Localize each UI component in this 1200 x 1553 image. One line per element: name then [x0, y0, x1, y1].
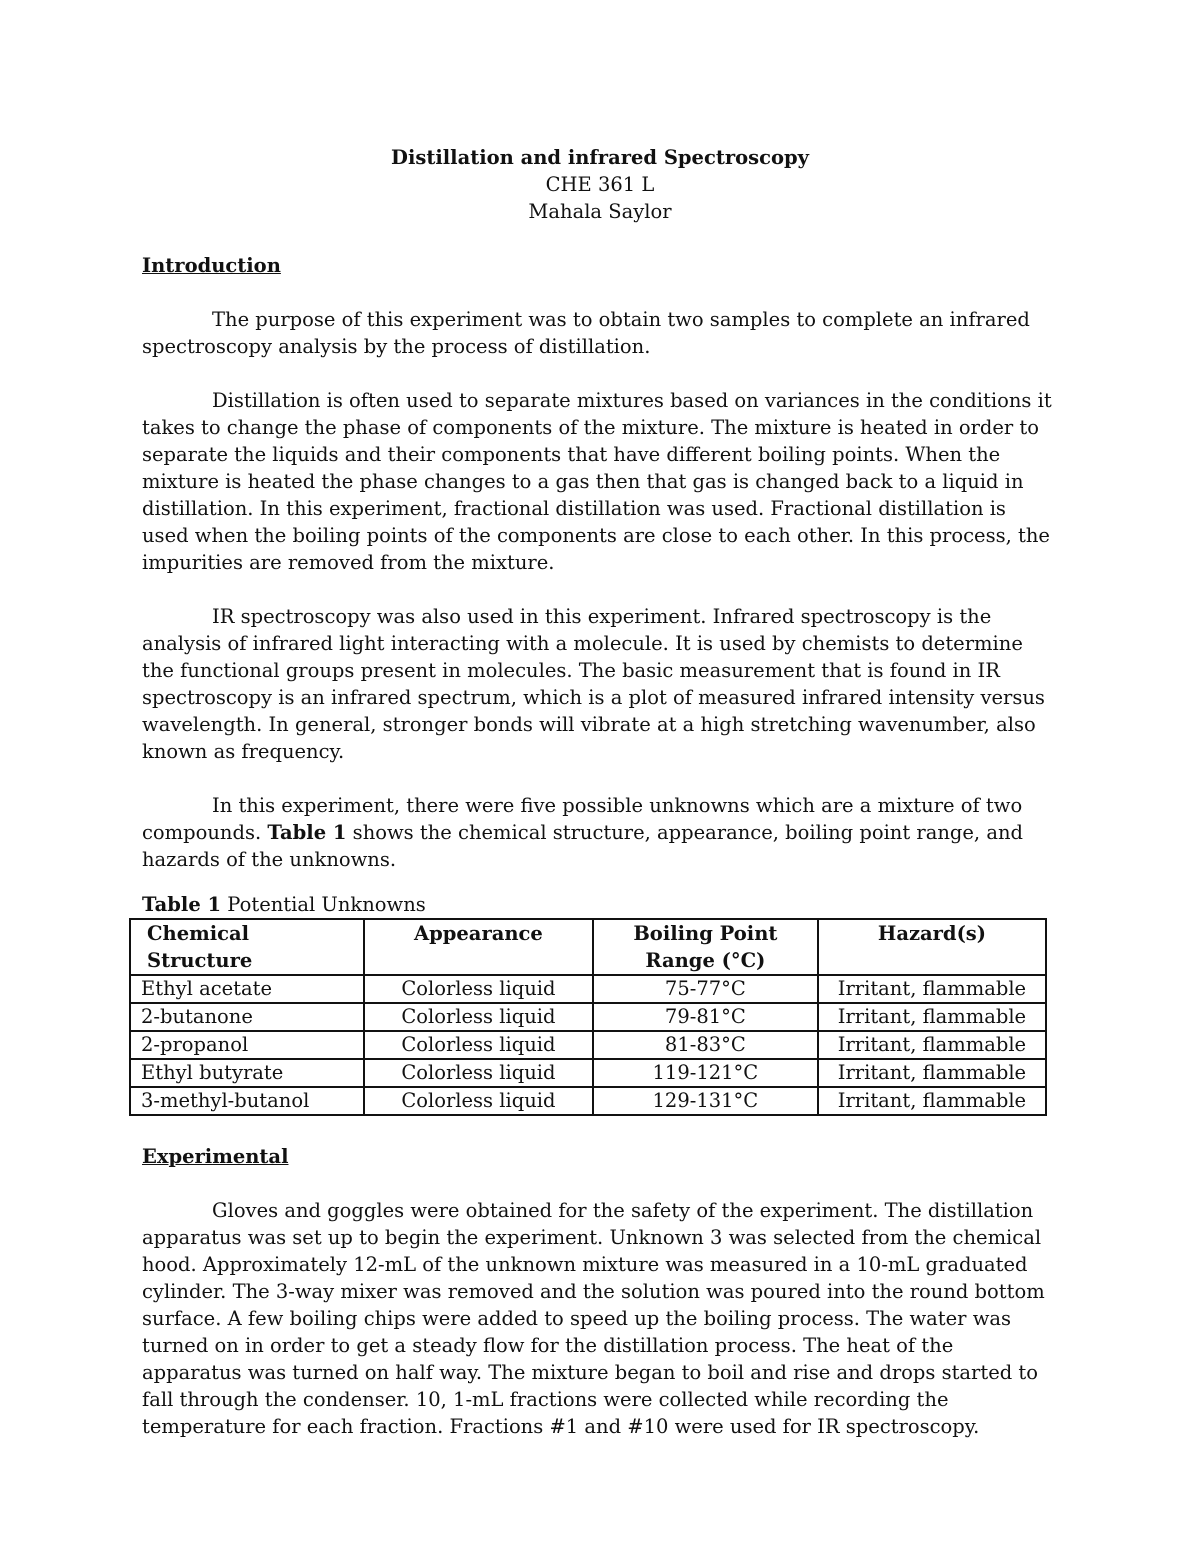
document-title: Distillation and infrared Spectroscopy	[391, 146, 809, 169]
intro-paragraph-4-after: shows the chemical structure, appearance, boiling point range, and hazards of the unknowns.	[142, 821, 1023, 871]
cell-chemical: 3-methyl-butanol	[130, 1087, 364, 1115]
experimental-heading: Experimental	[142, 1145, 289, 1168]
cell-appearance: Colorless liquid	[364, 1059, 593, 1087]
cell-boiling-point: 75-77°C	[593, 975, 818, 1003]
table-row	[130, 1087, 1046, 1115]
cell-hazards: Irritant, flammable	[818, 975, 1046, 1003]
intro-paragraph-2: Distillation is often used to separate mixtures based on variances in the conditions it takes to change the phase of components of the mixture. The mixture is heated in order to separate the liquids and their components that have different boiling points. When the mixture is heated the phase changes to a gas then that gas is changed back to a liquid in distillation. In this experiment, fractional distillation was used. Fractional distillation is used when the boiling points of the components are close to each other. In this process, the impurities are removed from the mixture.	[142, 389, 1052, 574]
cell-appearance: Colorless liquid	[364, 1003, 593, 1031]
cell-appearance: Colorless liquid	[364, 975, 593, 1003]
table-row	[130, 1003, 1046, 1031]
table-caption	[142, 891, 1058, 918]
cell-chemical: 2-propanol	[130, 1031, 364, 1059]
cell-boiling-point: 79-81°C	[593, 1003, 818, 1031]
intro-paragraph-3: IR spectroscopy was also used in this experiment. Infrared spectroscopy is the analysis of infrared light interacting with a molecule. It is used by chemists to determine the functional groups present in molecules. The basic measurement that is found in IR spectroscopy is an infrared spectrum, which is a plot of measured infrared intensity versus wavelength. In general, stronger bonds will vibrate at a high stretching wavenumber, also known as frequency.	[142, 605, 1045, 763]
cell-chemical: 2-butanone	[130, 1003, 364, 1031]
intro-paragraph-4-before: In this experiment, there were five possible unknowns which are a mixture of two compounds.	[142, 794, 1023, 844]
cell-hazards: Irritant, flammable	[818, 1003, 1046, 1031]
cell-hazards: Irritant, flammable	[818, 1059, 1046, 1087]
intro-paragraph-4	[142, 792, 1058, 873]
intro-paragraph-1: The purpose of this experiment was to obtain two samples to complete an infrared spectroscopy analysis by the process of distillation.	[142, 308, 1030, 358]
cell-chemical: Ethyl acetate	[130, 975, 364, 1003]
table-row	[130, 975, 1046, 1003]
experimental-paragraph: Gloves and goggles were obtained for the safety of the experiment. The distillation apparatus was set up to begin the experiment. Unknown 3 was selected from the chemical hood. Approximately 12-mL of the unknown mixture was measured in a 10-mL graduated cylinder. The 3-way mixer was removed and the solution was poured into the round bottom surface. A few boiling chips were added to speed up the boiling process. The water was turned on in order to get a steady flow for the distillation process. The heat of the apparatus was turned on half way. The mixture began to boil and rise and drops started to fall through the condenser. 10, 1-mL fractions were collected while recording the temperature for each fraction. Fractions #1 and #10 were used for IR spectroscopy.	[142, 1199, 1045, 1438]
author-name: Mahala Saylor	[528, 200, 672, 223]
header-chemical-structure: Chemical Structure	[130, 919, 364, 975]
course-code: CHE 361 L	[545, 173, 655, 196]
cell-appearance: Colorless liquid	[364, 1031, 593, 1059]
introduction-heading: Introduction	[142, 254, 281, 277]
header-boiling-point-range: Boiling Point Range (°C)	[593, 919, 818, 975]
potential-unknowns-table	[129, 918, 1047, 1116]
table-header-row	[130, 919, 1046, 975]
header-appearance: Appearance	[364, 919, 593, 975]
cell-boiling-point: 81-83°C	[593, 1031, 818, 1059]
cell-hazards: Irritant, flammable	[818, 1031, 1046, 1059]
table-row	[130, 1059, 1046, 1087]
table-caption-text: Potential Unknowns	[221, 893, 426, 916]
cell-boiling-point: 119-121°C	[593, 1059, 818, 1087]
cell-chemical: Ethyl butyrate	[130, 1059, 364, 1087]
header-hazards: Hazard(s)	[818, 919, 1046, 975]
table-row	[130, 1031, 1046, 1059]
table-reference: Table 1	[267, 821, 347, 844]
cell-boiling-point: 129-131°C	[593, 1087, 818, 1115]
cell-hazards: Irritant, flammable	[818, 1087, 1046, 1115]
cell-appearance: Colorless liquid	[364, 1087, 593, 1115]
table-caption-label: Table 1	[142, 893, 222, 916]
